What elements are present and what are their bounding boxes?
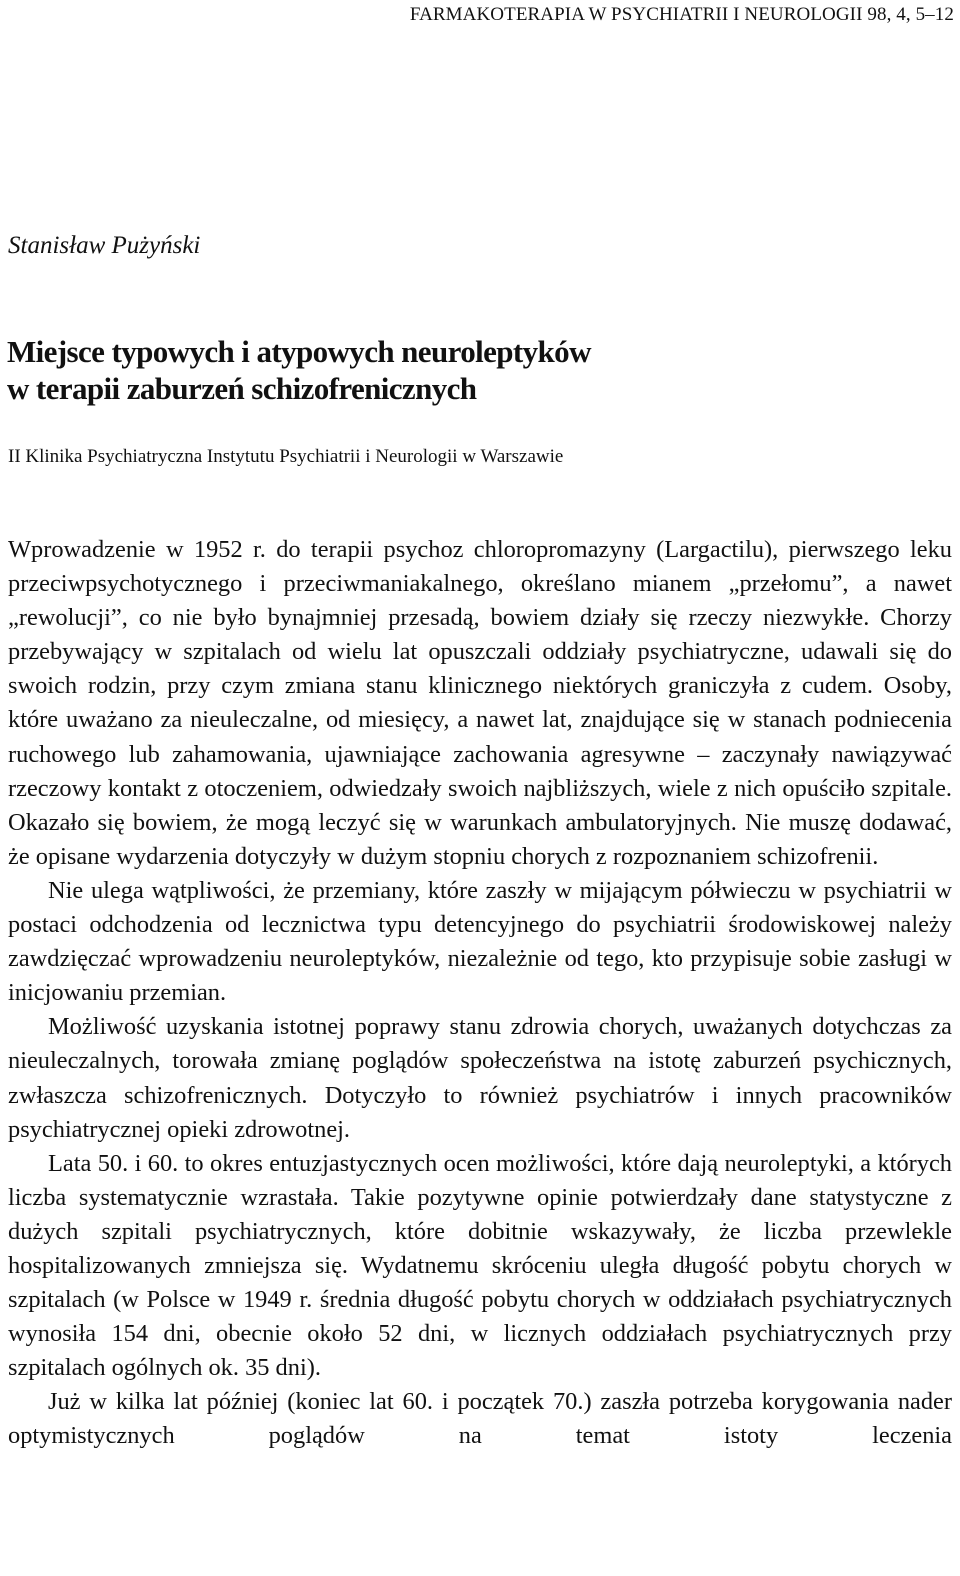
- paragraph-2: Nie ulega wątpliwości, że przemiany, które zaszły w mijającym półwieczu w psychiatrii w postaci odchodzenia od lecznictwa typu detencyjnego do psychiatrii środowiskowej należy zawdzięczać wprowadzeniu neuroleptyków, niezależnie od tego, kto przypisuje sobie zasługi w inicjowaniu przemian.: [8, 876, 952, 1007]
- paragraph-1: Wprowadzenie w 1952 r. do terapii psychoz chloropromazyny (Largactilu), pierwszego leku przeciwpsychotycznego i przeciwmaniakalnego, określano mianem „przełomu”, a nawet „rewolucji”, co nie było bynajmniej przesadą, bowiem działy się rzeczy niezwykłe. Chorzy przebywający w szpitalach od wielu lat opuszczali oddziały psychiatryczne, udawali się do swoich rodzin, przy czym zmiana stanu klinicznego niektórych graniczyła z cudem. Osoby, które uważano za nieuleczalne, od miesięcy, a nawet lat, znajdujące się w stanach podniecenia ruchowego lub zahamowania, ujawniające zachowania agresywne – zaczynały nawiązywać rzeczowy kontakt z otoczeniem, odwiedzały swoich najbliższych, wiele z nich opuściło szpitale. Okazało się bowiem, że mogą leczyć się w warunkach ambulatoryjnych. Nie muszę dodawać, że opisane wydarzenia dotyczyły w dużym stopniu chorych z rozpoznaniem schizofrenii.: [8, 536, 952, 870]
- affiliation: II Klinika Psychiatryczna Instytutu Psychiatrii i Neurologii w Warszawie: [8, 446, 564, 467]
- article-title: [7, 333, 591, 407]
- title-line-2: w terapii zaburzeń schizofrenicznych: [7, 371, 477, 406]
- journal-header: FARMAKOTERAPIA W PSYCHIATRII I NEUROLOGII 98, 4, 5–12: [409, 4, 954, 25]
- article-body: [8, 533, 952, 1454]
- paragraph-5: Już w kilka lat później (koniec lat 60. i początek 70.) zaszła potrzeba korygowania nader optymistycznych poglądów na temat istoty leczenia: [8, 1388, 952, 1450]
- author-name: Stanisław Pużyński: [8, 232, 201, 259]
- paragraph-3: Możliwość uzyskania istotnej poprawy stanu zdrowia chorych, uważanych dotychczas za nieuleczalnych, torowała zmianę poglądów społeczeństwa na istotę zaburzeń psychicznych, zwłaszcza schizofrenicznych. Dotyczyło to również psychiatrów i innych pracowników psychiatrycznej opieki zdrowotnej.: [8, 1013, 952, 1143]
- title-line-1: Miejsce typowych i atypowych neuroleptyków: [7, 334, 591, 369]
- paragraph-4: Lata 50. i 60. to okres entuzjastycznych ocen możliwości, które dają neuroleptyki, a których liczba systematycznie wzrastała. Takie pozytywne opinie potwierdzały dane statystyczne z dużych szpitali psychiatrycznych, które dobitnie wskazywały, że liczba przewlekle hospitalizowanych zmniejsza się. Wydatnemu skróceniu uległa długość pobytu chorych w szpitalach (w Polsce w 1949 r. średnia długość pobytu chorych w oddziałach psychiatrycznych wynosiła 154 dni, obecnie około 52 dni, w licznych oddziałach psychiatrycznych przy szpitalach ogólnych ok. 35 dni).: [8, 1149, 952, 1382]
